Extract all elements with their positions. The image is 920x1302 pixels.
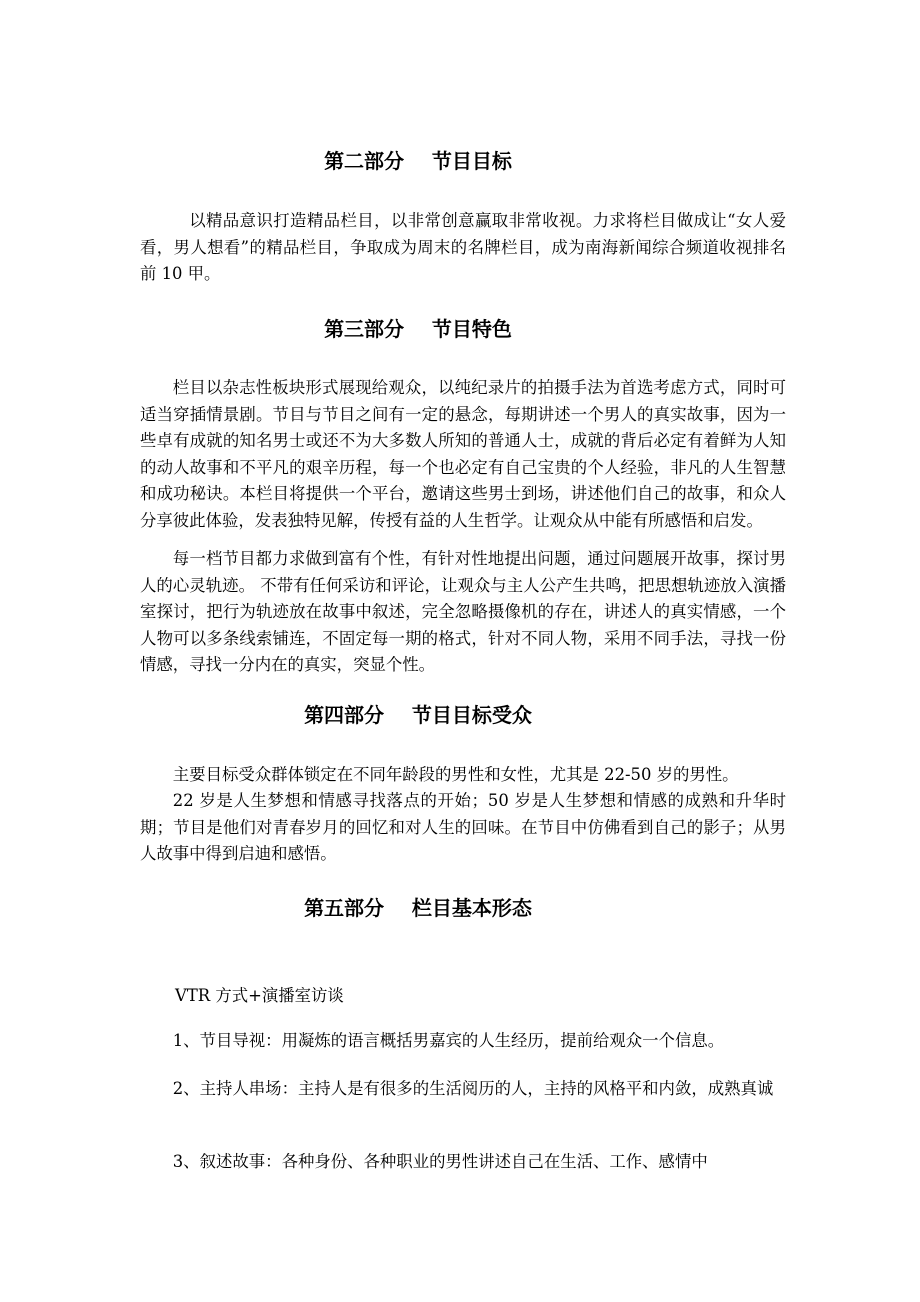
form-item-1: 1、节目导视：用凝炼的语言概括男嘉宾的人生经历，提前给观众一个信息。 [172,1031,725,1050]
audience-paragraph-2: 22 岁是人生梦想和情感寻找落点的开始；50 岁是人生梦想和情感的成熟和升华时期；节目是他们对青春岁月的回忆和对人生的回味。在节目中仿佛看到自己的影子；从男人故事中得到启迪和感悟。 [140,791,786,863]
section-heading-form: 第五部分 栏目基本形态 [304,896,532,920]
form-item-2: 2、主持人串场：主持人是有很多的生活阅历的人，主持的风格平和内敛，成熟真诚 [172,1079,774,1098]
form-item-3: 3、叙述故事：各种身份、各种职业的男性讲述自己在生活、工作、感情中 [172,1152,708,1171]
features-paragraph-2: 每一档节目都力求做到富有个性，有针对性地提出问题，通过问题展开故事，探讨男人的心灵轨迹。 不带有任何采访和评论，让观众与主人公产生共鸣，把思想轨迹放入演播室探讨，把行为轨迹放在故事中叙述，完全忽略摄像机的存在，讲述人的真实情感，一个人物可以多条线索铺连，不固定每一期的格式，针对不同人物，采用不同手法，寻找一份情感，寻找一分内在的真实，突显个性。 [140,549,786,674]
section-heading-goal: 第二部分 节目目标 [324,149,512,173]
audience-paragraph-1: 主要目标受众群体锁定在不同年龄段的男性和女性，尤其是 22-50 岁的男性。 [172,765,739,784]
section-heading-audience: 第四部分 节目目标受众 [304,703,532,727]
form-intro: VTR 方式+演播室访谈 [175,986,344,1005]
goal-paragraph: 以精品意识打造精品栏目，以非常创意赢取非常收视。力求将栏目做成让“女人爱看，男人想看”的精品栏目，争取成为周末的名牌栏目，成为南海新闻综合频道收视排名前 10 甲。 [140,211,786,283]
features-paragraph-1: 栏目以杂志性板块形式展现给观众，以纯纪录片的拍摄手法为首选考虑方式，同时可适当穿插情景剧。节目与节目之间有一定的悬念，每期讲述一个男人的真实故事，因为一些卓有成就的知名男士或还不为大多数人所知的普通人士，成就的背后必定有着鲜为人知的动人故事和不平凡的艰辛历程，每一个也必定有自己宝贵的个人经验，非凡的人生智慧和成功秘诀。本栏目将提供一个平台，邀请这些男士到场，讲述他们自己的故事，和众人分享彼此体验，发表独特见解，传授有益的人生哲学。让观众从中能有所感悟和启发。 [140,378,786,530]
section-heading-features: 第三部分 节目特色 [324,317,512,341]
